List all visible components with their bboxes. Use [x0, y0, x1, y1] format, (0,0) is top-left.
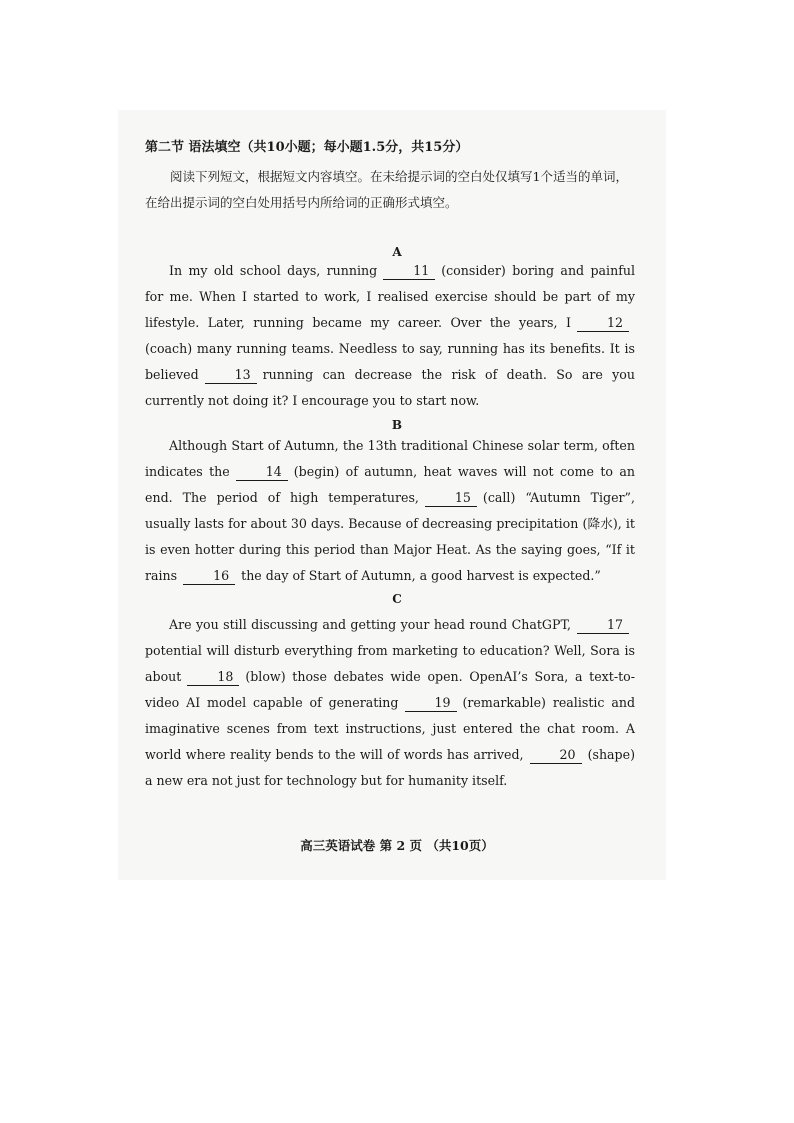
passage-b-text-3: (call) “Autumn Tiger”, usually lasts for about 30 days. Because of decreasing precipitation (降水), it is even hotter during this period than Major Heat. As the saying goes, “If it rains: [145, 490, 635, 583]
passage-b-title: B: [391, 418, 403, 432]
passage-b-text-4: the day of Start of Autumn, a good harvest is expected.”: [241, 568, 601, 583]
instruction-line-2: 在给出提示词的空白处用括号内所给词的正确形式填空。: [145, 195, 458, 210]
passage-c-text-4: (remarkable) realistic and imaginative scenes from text instructions, just entered the chat room. A world where reality bends to the will of words has arrived,: [145, 695, 636, 762]
blank-17[interactable]: 17: [577, 617, 629, 634]
passage-a-text-2: (consider) boring and painful for me. When I started to work, I realised exercise should be part of my lifestyle. Later, running became my career. Over the years, I: [145, 263, 635, 330]
blank-20[interactable]: 20: [530, 747, 582, 764]
page-footer: 高三英语试卷 第 2 页 （共10页）: [300, 838, 494, 853]
passage-c-text-5: (shape) a new era not just for technology but for humanity itself.: [145, 747, 635, 788]
blank-18[interactable]: 18: [187, 669, 239, 686]
section-heading: 第二节 语法填空（共10小题；每小题1.5分，共15分）: [145, 140, 469, 155]
passage-a-text-1: In my old school days, running: [169, 263, 378, 278]
instruction-line-1: 阅读下列短文，根据短文内容填空。在未给提示词的空白处仅填写1个适当的单词，: [170, 169, 628, 184]
passage-a-text-3: (coach) many running teams. Needless to say, running has its benefits. It is believed: [145, 341, 635, 382]
passage-b-text-2: (begin) of autumn, heat waves will not come to an end. The period of high temperatures,: [145, 464, 635, 505]
passage-c-text-2: potential will disturb everything from marketing to education? Well, Sora is about: [145, 643, 635, 684]
blank-13[interactable]: 13: [205, 367, 257, 384]
blank-19[interactable]: 19: [405, 695, 457, 712]
passage-c-text-3: (blow) those debates wide open. OpenAI’s Sora, a text-to-video AI model capable of generating: [145, 669, 635, 710]
passage-b-text-1: Although Start of Autumn, the 13th traditional Chinese solar term, often indicates the: [145, 438, 635, 479]
passage-a-text-4: running can decrease the risk of death. So are you currently not doing it? I encourage you to start now.: [145, 367, 635, 408]
passage-c-text-1: Are you still discussing and getting your head round ChatGPT,: [169, 617, 571, 632]
passage-c-title: C: [392, 592, 402, 606]
passage-a-title: A: [392, 245, 402, 259]
passage-a: [145, 258, 635, 414]
passage-c: [145, 612, 635, 794]
blank-14[interactable]: 14: [236, 464, 288, 481]
blank-16[interactable]: 16: [183, 568, 235, 585]
blank-15[interactable]: 15: [425, 490, 477, 507]
blank-12[interactable]: 12: [577, 315, 629, 332]
passage-b: [145, 433, 635, 589]
blank-11[interactable]: 11: [383, 263, 435, 280]
